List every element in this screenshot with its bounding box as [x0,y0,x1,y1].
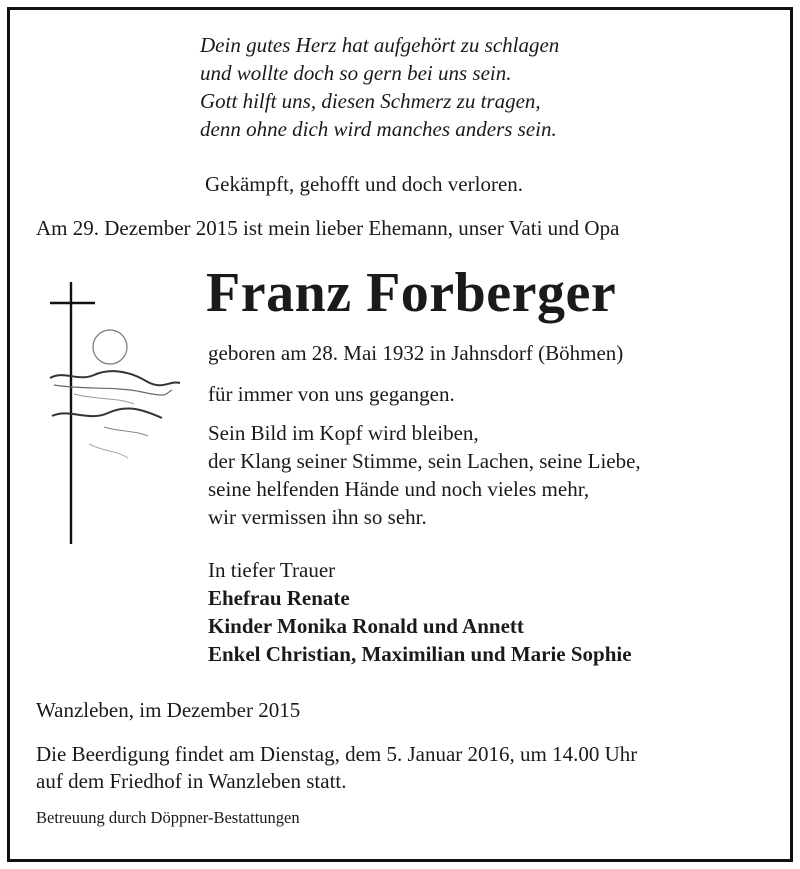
place-date: Wanzleben, im Dezember 2015 [36,698,301,722]
poem-line-3: Gott hilft uns, diesen Schmerz zu tragen, [200,89,541,113]
funeral-line-1: Die Beerdigung findet am Dienstag, dem 5. Januar 2016, um 14.00 Uhr [36,742,638,766]
poem-line-4: denn ohne dich wird manches anders sein. [200,117,557,141]
mourner-children: Kinder Monika Ronald und Annett [208,614,524,638]
mourner-wife: Ehefrau Renate [208,586,350,610]
verse-line-2: der Klang seiner Stimme, sein Lachen, seine Liebe, [208,449,641,473]
deceased-name: Franz Forberger [206,262,617,324]
intro-text: Am 29. Dezember 2015 ist mein lieber Ehemann, unser Vati und Opa [36,216,620,240]
undertaker-credit: Betreuung durch Döppner-Bestattungen [36,808,300,827]
motto: Gekämpft, gehofft und doch verloren. [205,172,524,196]
birth-info: geboren am 28. Mai 1932 in Jahnsdorf (Böhmen) [208,341,624,365]
funeral-line-2: auf dem Friedhof in Wanzleben statt. [36,769,347,793]
poem-line-2: und wollte doch so gern bei uns sein. [200,61,512,85]
poem-line-1: Dein gutes Herz hat aufgehört zu schlagen [200,33,560,57]
passing-text: für immer von uns gegangen. [208,382,455,406]
mourner-grandchildren: Enkel Christian, Maximilian und Marie Sophie [208,642,632,666]
verse-line-4: wir vermissen ihn so sehr. [208,505,427,529]
verse-line-3: seine helfenden Hände und noch vieles mehr, [208,477,590,501]
cross-landscape-drawing-icon [44,282,194,544]
mourning-intro: In tiefer Trauer [208,558,336,582]
verse-line-1: Sein Bild im Kopf wird bleiben, [208,421,479,445]
